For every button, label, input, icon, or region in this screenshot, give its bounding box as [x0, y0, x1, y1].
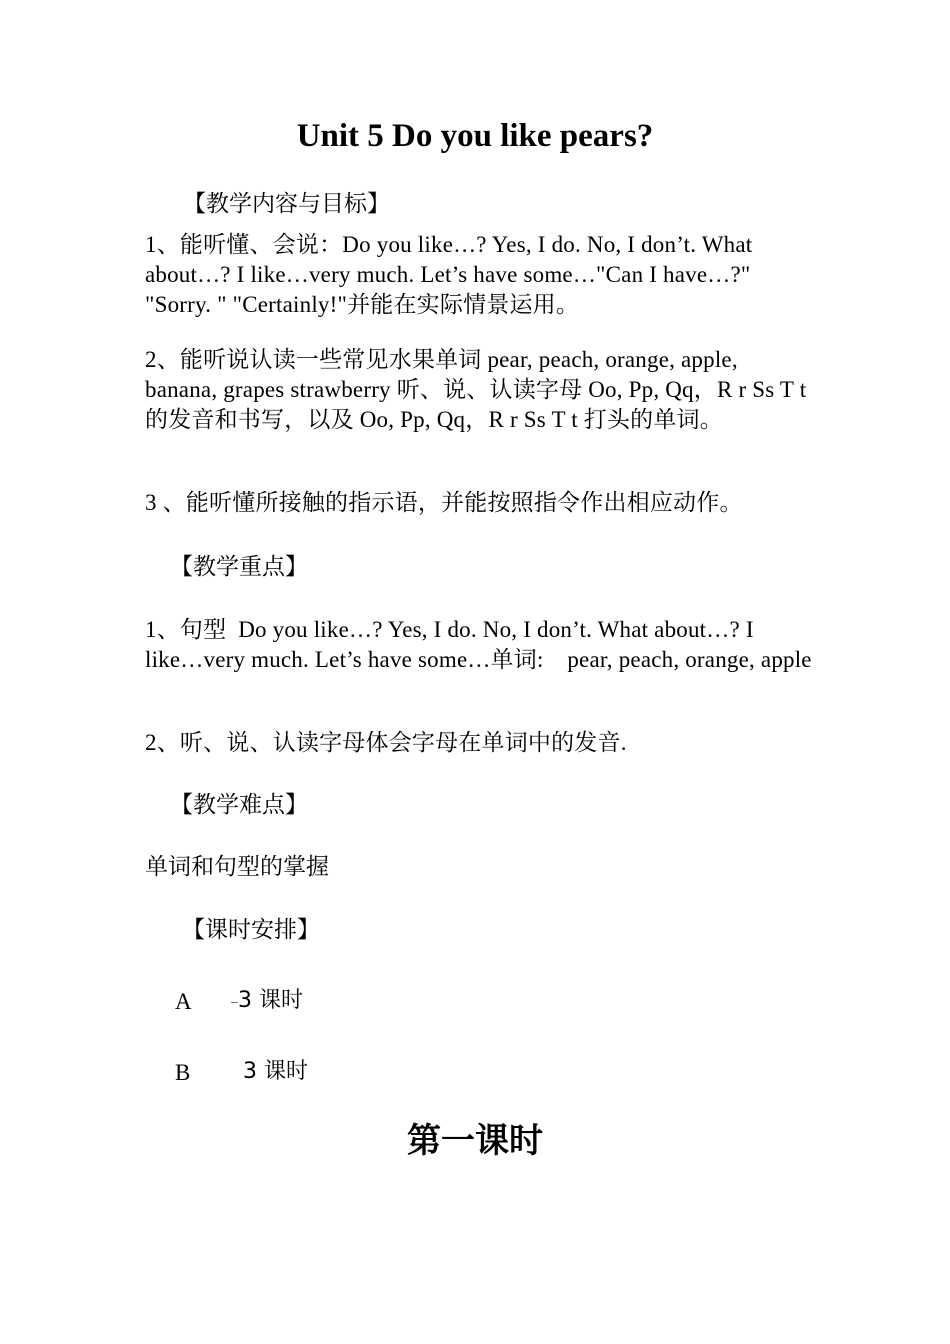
schedule-tick-mark — [231, 1002, 238, 1003]
key-point-item-1: 1、句型 Do you like…? Yes, I do. No, I don’t. What about…? I like…very much. Let’s have some…单词: pear, peach, orange, apple — [145, 617, 812, 672]
document-title: Unit 5 Do you like pears? — [296, 118, 654, 154]
section-heading-difficulties: 【教学难点】 — [170, 792, 308, 818]
goal-item-3: 3 、能听懂所接触的指示语，并能按照指令作出相应动作。 — [145, 490, 743, 515]
schedule-hours-b: 3 课时 — [243, 1059, 308, 1084]
schedule-part-a: A — [175, 989, 192, 1014]
section-heading-key-points: 【教学重点】 — [170, 554, 308, 580]
section-heading-schedule: 【课时安排】 — [182, 917, 320, 943]
schedule-hours-a: 3 课时 — [238, 988, 303, 1013]
key-point-item-2: 2、听、说、认读字母体会字母在单词中的发音. — [145, 730, 627, 755]
goal-item-1: 1、能听懂、会说：Do you like…? Yes, I do. No, I don’t. What about…? I like…very much. Let’s have some…"Can I have…?" "Sorry. " "Certainly!"并能在实际情景运用。 — [145, 232, 753, 317]
goal-item-2: 2、能听说认读一些常见水果单词 pear, peach, orange, apple, banana, grapes strawberry 听、说、认读字母 Oo, Pp, Qq，R r Ss T t 的发音和书写，以及 Oo, Pp, Qq，R r Ss T t 打头的单词。 — [145, 347, 807, 432]
schedule-part-b: B — [175, 1060, 191, 1085]
lesson-title: 第一课时 — [407, 1123, 543, 1160]
section-heading-content-goals: 【教学内容与目标】 — [183, 191, 390, 217]
difficulties-text: 单词和句型的掌握 — [145, 854, 329, 879]
